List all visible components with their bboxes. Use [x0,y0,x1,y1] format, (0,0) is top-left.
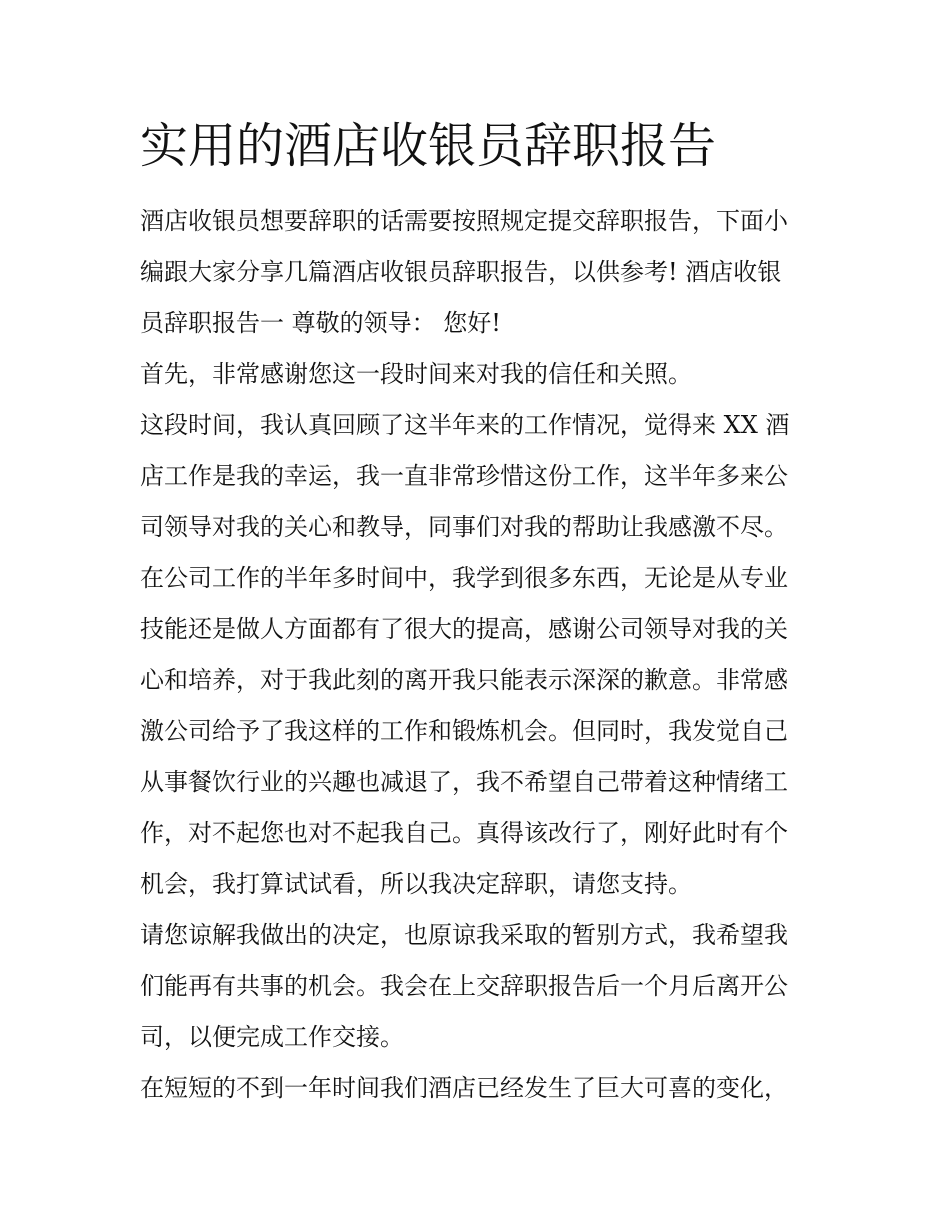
body-line: 机会，我打算试试看，所以我决定辞职，请您支持。 [140,870,692,898]
document-body [140,196,810,1114]
body-line: 从事餐饮行业的兴趣也减退了，我不希望自己带着这种情绪工 [140,768,788,796]
body-line: 司，以便完成工作交接。 [140,1023,404,1051]
body-line: 心和培养，对于我此刻的离开我只能表示深深的歉意。非常感 [140,666,788,694]
body-line: 激公司给予了我这样的工作和锻炼机会。但同时，我发觉自己 [140,717,788,745]
body-line: 司领导对我的关心和教导，同事们对我的帮助让我感激不尽。 [140,513,788,541]
body-line: 员辞职报告一 尊敬的领导： 您好! [140,309,501,337]
body-line: 请您谅解我做出的决定，也原谅我采取的暂别方式，我希望我 [140,921,788,949]
body-line: 作，对不起您也对不起我自己。真得该改行了，刚好此时有个 [140,819,788,847]
document-title: 实用的酒店收银员辞职报告 [140,118,717,174]
body-line: 在公司工作的半年多时间中，我学到很多东西，无论是从专业 [140,564,788,592]
body-line: 技能还是做人方面都有了很大的提高，感谢公司领导对我的关 [140,615,788,643]
body-line: 在短短的不到一年时间我们酒店已经发生了巨大可喜的变化， [140,1074,788,1102]
body-line: 酒店收银员想要辞职的话需要按照规定提交辞职报告，下面小 [140,207,788,235]
body-line: 店工作是我的幸运，我一直非常珍惜这份工作，这半年多来公 [140,462,788,490]
body-line: 首先，非常感谢您这一段时间来对我的信任和关照。 [140,360,692,388]
body-line: 们能再有共事的机会。我会在上交辞职报告后一个月后离开公 [140,972,788,1000]
body-line: 编跟大家分享几篇酒店收银员辞职报告，以供参考! 酒店收银 [140,258,782,286]
body-line: 这段时间，我认真回顾了这半年来的工作情况，觉得来 XX 酒 [140,411,790,439]
